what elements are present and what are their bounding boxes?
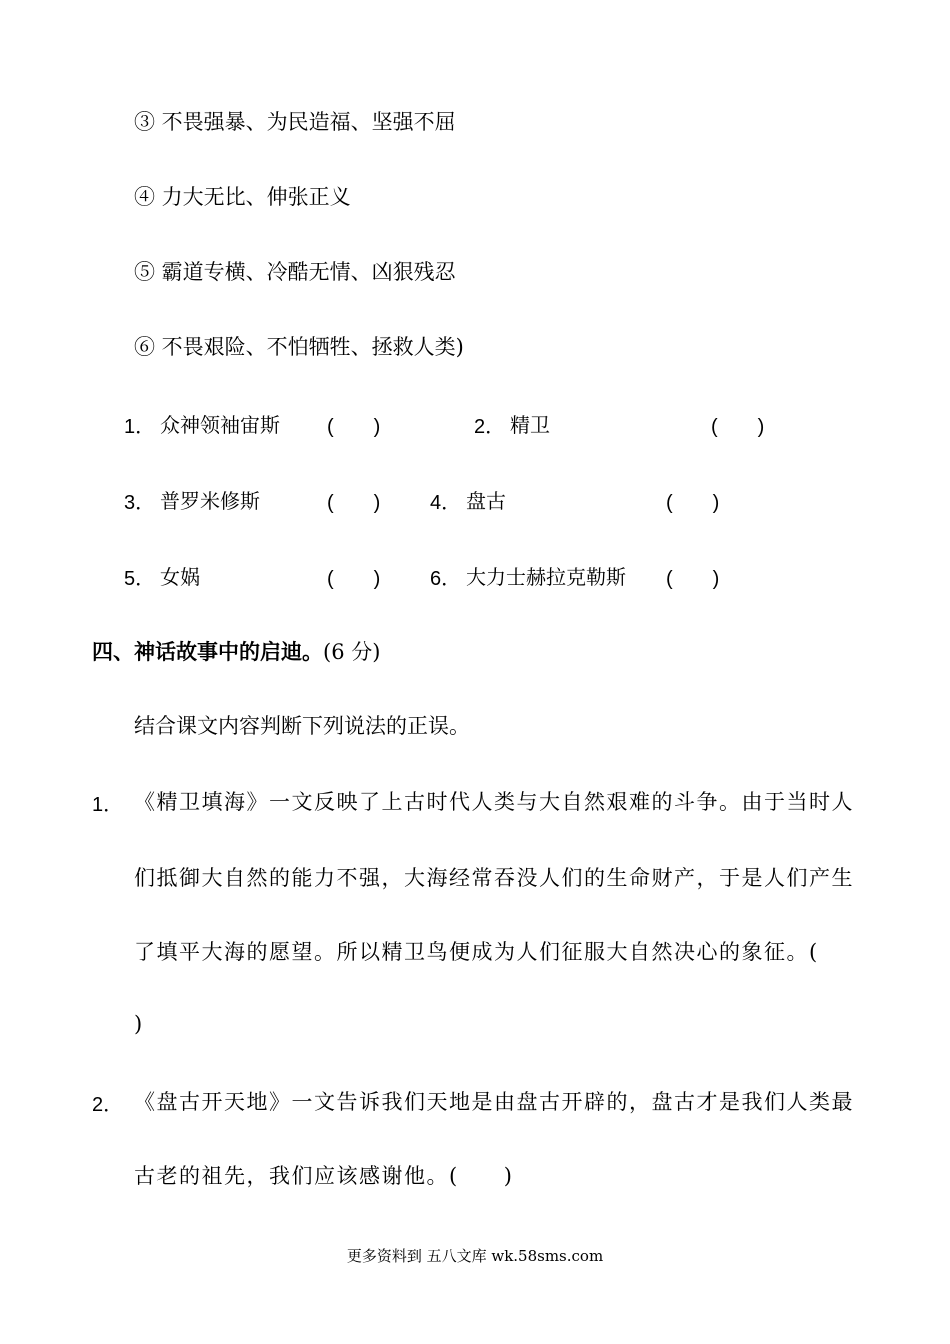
match-number: 1． — [124, 416, 156, 438]
match-number: 3． — [124, 492, 156, 514]
option-4: ④ 力大无比、伸张正义 — [134, 185, 351, 209]
question-line: 《盘古开天地》一文告诉我们天地是由盘古开辟的，盘古才是我们人类最 — [134, 1090, 854, 1114]
question-line: 古老的祖先，我们应该感谢他。( ) — [134, 1164, 514, 1188]
question-number: 2． — [92, 1094, 124, 1116]
answer-blank[interactable]: ) — [134, 1012, 144, 1036]
answer-blank[interactable]: ( ) — [711, 416, 765, 438]
section-heading — [92, 636, 380, 666]
option-3: ③ 不畏强暴、为民造福、坚强不屈 — [134, 110, 456, 134]
match-name: 盘古 — [466, 489, 506, 513]
match-number: 4． — [430, 492, 462, 514]
question-line: 《精卫填海》一文反映了上古时代人类与大自然艰难的斗争。由于当时人 — [134, 790, 854, 814]
match-name: 大力士赫拉克勒斯 — [466, 565, 626, 589]
answer-blank[interactable]: ( ) — [666, 568, 720, 590]
option-5: ⑤ 霸道专横、冷酷无情、凶狠残忍 — [134, 260, 456, 284]
answer-blank[interactable]: ( ) — [327, 492, 381, 514]
section-title: 四、神话故事中的启迪。 — [92, 640, 323, 664]
section-instruction: 结合课文内容判断下列说法的正误。 — [134, 714, 470, 738]
match-name: 普罗米修斯 — [160, 489, 260, 513]
section-score: (6 分) — [323, 640, 381, 664]
answer-blank[interactable]: ( ) — [666, 492, 720, 514]
answer-blank[interactable]: ( ) — [327, 568, 381, 590]
match-name: 众神领袖宙斯 — [160, 413, 280, 437]
match-number: 2． — [474, 416, 506, 438]
question-line: 们抵御大自然的能力不强，大海经常吞没人们的生命财产，于是人们产生 — [134, 866, 854, 890]
match-name: 女娲 — [160, 565, 200, 589]
match-number: 5． — [124, 568, 156, 590]
question-line: 了填平大海的愿望。所以精卫鸟便成为人们征服大自然决心的象征。( — [134, 940, 819, 964]
match-number: 6． — [430, 568, 462, 590]
option-6: ⑥ 不畏艰险、不怕牺牲、拯救人类) — [134, 335, 464, 359]
footer-text: 更多资料到 五八文库 wk.58sms.com — [346, 1247, 604, 1265]
answer-blank[interactable]: ( ) — [327, 416, 381, 438]
question-number: 1． — [92, 794, 124, 816]
match-name: 精卫 — [510, 413, 550, 437]
